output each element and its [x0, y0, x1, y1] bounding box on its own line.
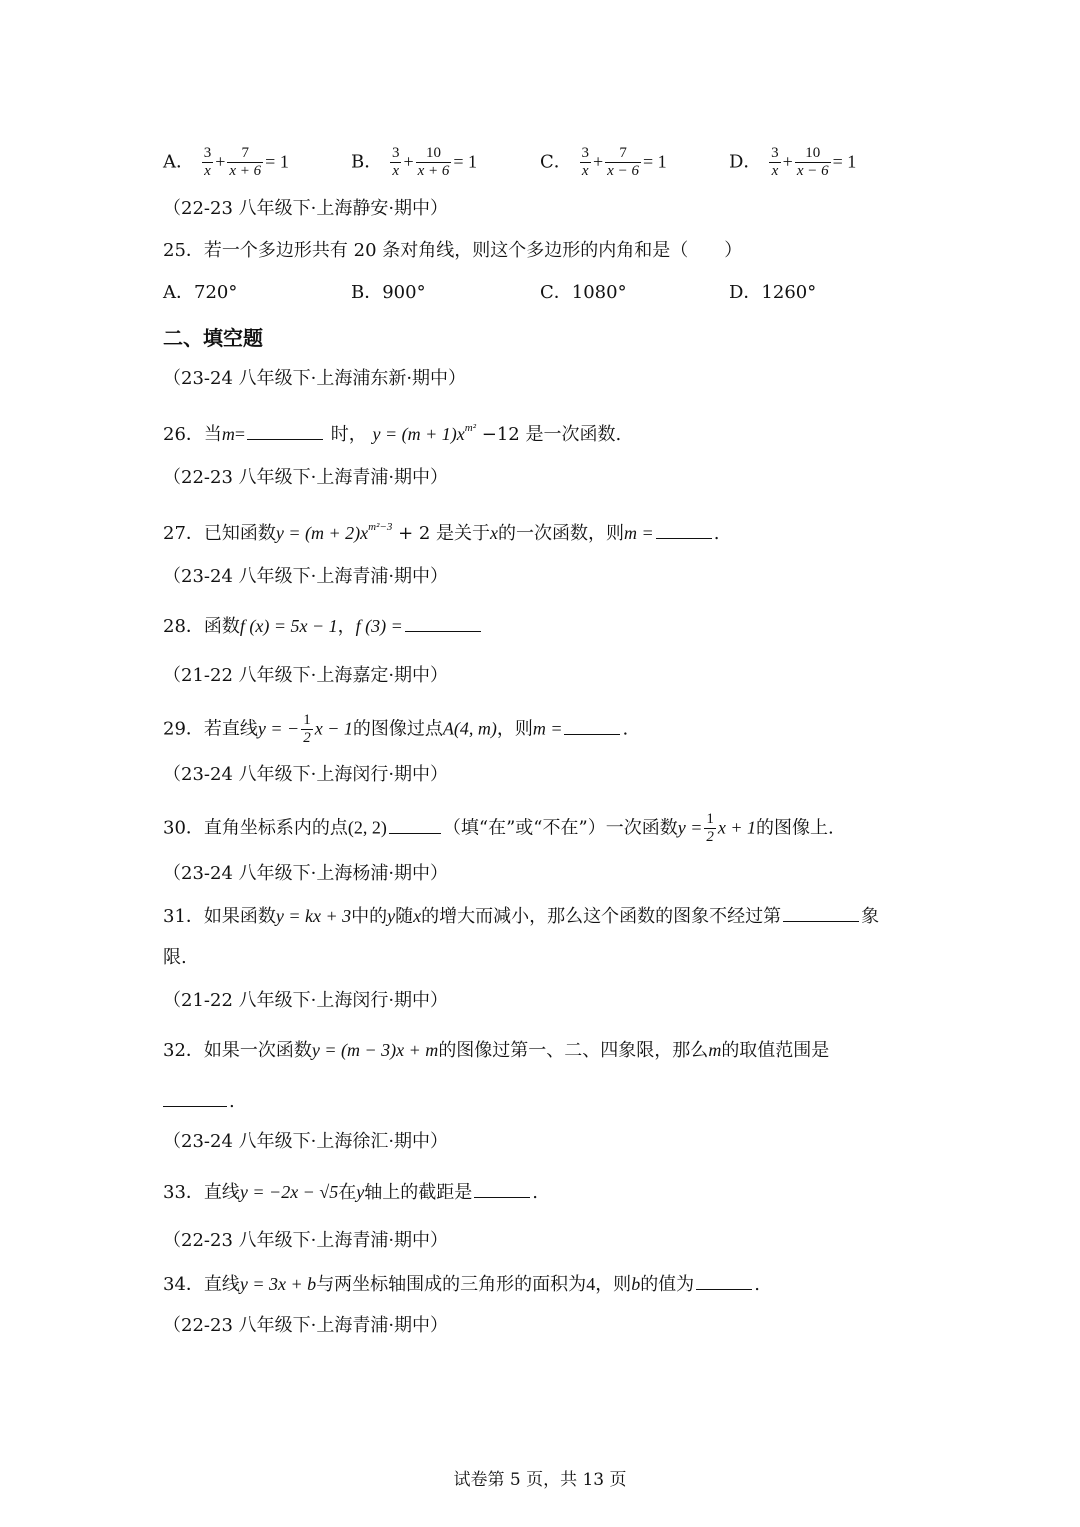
answer-blank[interactable]	[163, 1088, 227, 1107]
q26: 26．当m= 时， $y = (m + 1)x^{m^2} -12$ 是一次函数.	[163, 422, 622, 445]
q24-option-c: C． $\frac{3}{x}$ + $\frac{7}{x - 6}$ = 1	[540, 145, 667, 179]
source-note: （21-22 八年级下·上海嘉定·期中）	[163, 665, 449, 686]
q25-option-d: D．1260°	[729, 282, 817, 303]
q31-line2: 限.	[163, 947, 187, 968]
source-note: （23-24 八年级下·上海徐汇·期中）	[163, 1131, 449, 1152]
answer-blank[interactable]	[389, 815, 441, 834]
source-note: （23-24 八年级下·上海青浦·期中）	[163, 566, 449, 587]
q25-stem: 25．若一个多边形共有 20 条对角线，则这个多边形的内角和是（ ）	[163, 240, 743, 261]
q29: 29．若直线y = − $\frac{1}{2}$ x − 1的图像过点A(4, m)，则m = .	[163, 712, 629, 746]
q24-option-a: A． $\frac{3}{x}$ + $\frac{7}{x + 6}$ = 1	[163, 145, 289, 179]
q24-option-d: D． $\frac{3}{x}$ + $\frac{10}{x - 6}$ = 1	[729, 145, 857, 179]
q25-option-a: A．720°	[163, 282, 238, 303]
source-note: （22-23 八年级下·上海青浦·期中）	[163, 1230, 449, 1251]
q28: 28．函数f (x) = 5x − 1，f (3) =	[163, 613, 483, 640]
q25-option-c: C．1080°	[540, 282, 627, 303]
answer-blank[interactable]	[656, 520, 712, 539]
section-title: 二、填空题	[163, 326, 263, 350]
source-note: （21-22 八年级下·上海闵行·期中）	[163, 990, 449, 1011]
source-note: （23-24 八年级下·上海浦东新·期中）	[163, 368, 467, 389]
q32-answer-line: .	[163, 1088, 235, 1115]
q33: 33．直线y = −2x − √5在y轴上的截距是 .	[163, 1179, 538, 1206]
page-footer: 试卷第 5 页，共 13 页	[453, 1470, 627, 1490]
source-note: （22-23 八年级下·上海静安·期中）	[163, 198, 449, 219]
source-note: （22-23 八年级下·上海青浦·期中）	[163, 467, 449, 488]
q25-option-b: B．900°	[351, 282, 426, 303]
source-note: （23-24 八年级下·上海闵行·期中）	[163, 764, 449, 785]
answer-blank[interactable]	[247, 421, 323, 440]
q27: 27．已知函数$y = (m + 2)x^{m^2-3} + 2$ 是关于x的一次函数，则m = .	[163, 521, 720, 544]
answer-blank[interactable]	[405, 613, 481, 632]
answer-blank[interactable]	[564, 716, 620, 735]
q30: 30．直角坐标系内的点(2, 2) （填“在”或“不在”）一次函数y = $\frac{1}{2}$ x + 1的图像上.	[163, 811, 834, 845]
answer-blank[interactable]	[783, 903, 859, 922]
source-note: （23-24 八年级下·上海杨浦·期中）	[163, 863, 449, 884]
q31-line1: 31．如果函数y = kx + 3中的y随x的增大而减小，那么这个函数的图象不经过第 象	[163, 903, 879, 930]
q24-option-b: B． $\frac{3}{x}$ + $\frac{10}{x + 6}$ = 1	[351, 145, 478, 179]
answer-blank[interactable]	[696, 1271, 752, 1290]
answer-blank[interactable]	[474, 1179, 530, 1198]
q32: 32．如果一次函数y = (m − 3)x + m的图像过第一、二、四象限，那么m的取值范围是	[163, 1040, 830, 1061]
source-note: （22-23 八年级下·上海青浦·期中）	[163, 1315, 449, 1336]
q34: 34．直线y = 3x + b与两坐标轴围成的三角形的面积为4，则b的值为 .	[163, 1271, 760, 1298]
